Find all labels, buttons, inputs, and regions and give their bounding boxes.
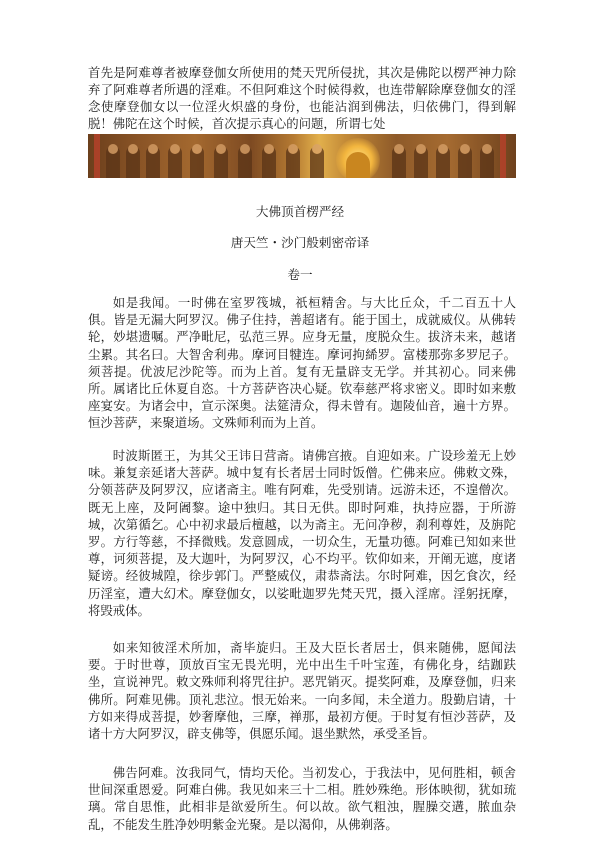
buddha-figure [346, 152, 370, 178]
buddha-assembly-painting [88, 134, 516, 178]
pillar-left [94, 134, 100, 178]
paragraph-1: 如是我闻。一时佛在室罗筏城，祇桓精舍。与大比丘众，千二百五十人俱。皆是无漏大阿罗汉。佛子住持，善超诸有。能于国土，成就威仪。从佛转轮，妙堪遗嘱。严净毗尼，弘范三界。应身无量，度脱众生。拔济未来，越诸尘累。其名曰。大智舍利弗。摩诃目犍连。摩诃拘絺罗。富楼那弥多罗尼子。须菩提。优波尼沙陀等。而为上首。复有无量辟支无学。并其初心。同来佛所。属诸比丘休夏自恣。十方菩萨咨决心疑。钦奉慈严将求密义。即时如来敷座宴安。为诸会中，宣示深奥。法筵清众，得未曾有。迦陵仙音，遍十方界。恒沙菩萨，来聚道场。文殊师利而为上首。 [88, 295, 516, 431]
paragraph-4: 佛告阿难。汝我同气，情均天伦。当初发心，于我法中，见何胜相，顿舍世间深重恩爱。阿难白佛。我见如来三十二相。胜妙殊绝。形体映彻，犹如琉璃。常自思惟，此相非是欲爱所生。何以故。欲气粗浊，腥臊交遘，脓血杂乱，不能发生胜净妙明紫金光聚。是以渴仰，从佛剃落。 [88, 765, 516, 832]
monk-figure [190, 146, 204, 178]
translator-line: 唐天竺・沙门般剌密帝译 [230, 235, 370, 250]
monk-figure [436, 146, 450, 178]
paragraph-3: 如来知彼淫术所加，斋毕旋归。王及大臣长者居士，俱来随佛，愿闻法要。于时世尊，顶放百宝无畏光明，光中出生千叶宝莲，有佛化身，结跏趺坐，宣说神咒。敕文殊师利将咒往护。恶咒销灭。提奖阿难，及摩登伽，归来佛所。阿难见佛。顶礼悲泣。恨无始来。一向多闻，未全道力。殷勤启请，十方如来得成菩提，妙奢摩他，三摩，禅那，最初方便。于时复有恒沙菩萨，及诸十方大阿罗汉，辟支佛等，俱愿乐闻。退坐默然，承受圣旨。 [88, 640, 516, 742]
pillar-right [500, 134, 506, 178]
paragraph-2: 时波斯匿王，为其父王讳日营斋。请佛宫掖。自迎如来。广设珍羞无上妙味。兼复亲延诸大菩萨。城中复有长者居士同时饭僧。伫佛来应。佛敕文殊，分领菩萨及阿罗汉，应诸斋主。唯有阿难，先受别请。远游未还，不遑僧次。既无上座，及阿阇黎。途中独归。其日无供。即时阿难，执持应器，于所游城，次第循乞。心中初求最后檀越，以为斋主。无问净秽，刹利尊姓，及旃陀罗。方行等慈，不择微贱。发意圆成，一切众生，无量功德。阿难已知如来世尊，诃须菩提，及大迦叶，为阿罗汉，心不均平。钦仰如来，开阐无遮，度诸疑谤。经彼城隍，徐步郭门。严整威仪，肃恭斋法。尔时阿难，因乞食次，经历淫室，遭大幻术。摩登伽女，以娑毗迦罗先梵天咒，摄入淫席。淫躬抚摩，将毁戒体。 [88, 448, 516, 618]
monk-figure [168, 146, 182, 178]
sutra-title: 大佛顶首楞严经 [255, 204, 345, 219]
monk-figure [310, 146, 324, 178]
intro-paragraph: 首先是阿难尊者被摩登伽女所使用的梵天咒所侵扰，其次是佛陀以楞严神力除弃了阿难尊者所遇的淫难。不但阿难这个时候得救，也连带解除摩登伽女的淫念使摩登伽女以一位淫火炽盛的身份，也能沾润到佛法，归依佛门，得到解脱！佛陀在这个时候，首次提示真心的问题，所谓七处 [88, 65, 516, 131]
monk-figure [262, 146, 276, 178]
monk-figure [414, 146, 428, 178]
monk-figure [214, 146, 228, 178]
monk-figure [480, 146, 494, 178]
monk-figure [106, 146, 120, 178]
monk-figure [126, 146, 140, 178]
monk-figure [392, 146, 406, 178]
monk-figure [458, 146, 472, 178]
monk-figure [238, 146, 252, 178]
monk-figure [146, 146, 160, 178]
volume-heading: 卷一 [287, 267, 313, 282]
monk-figure [286, 146, 300, 178]
